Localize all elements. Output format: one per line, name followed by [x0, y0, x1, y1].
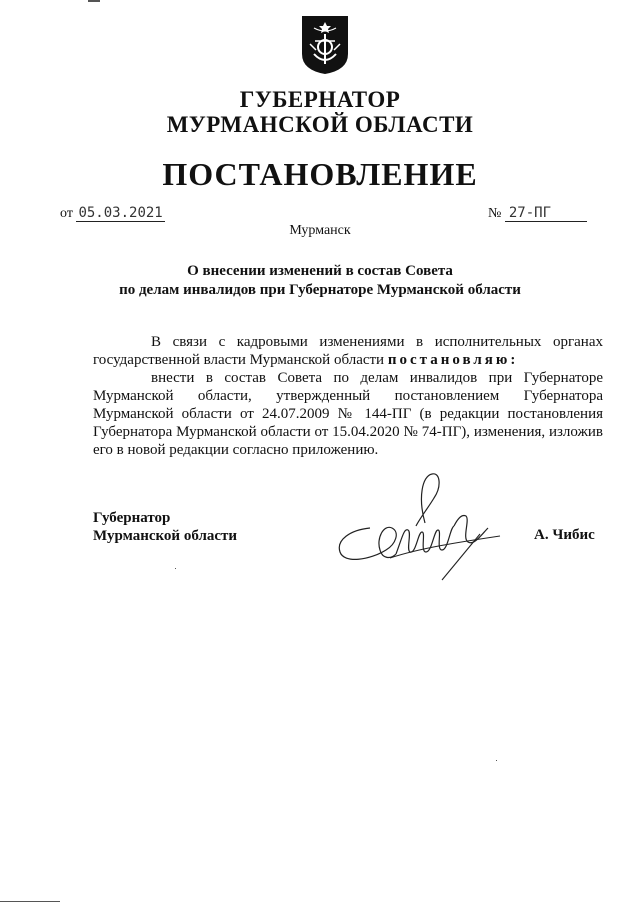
body-paragraph-2: внести в состав Совета по делам инвалидов при Губернаторе Мурманской области, утвержденный постановлением Губернатора Мурманской области от 24.07.2009 № 144-ПГ (в редакции постановления Губернатора Мурманской области от 15.04.2020 № 74-ПГ), изменения, изложив его в новой редакции согласно приложению. [93, 370, 603, 458]
date-prefix: от [60, 206, 73, 221]
scan-mark [175, 568, 176, 569]
number-prefix: № [488, 206, 502, 221]
document-type-heading: ПОСТАНОВЛЕНИЕ [162, 156, 478, 192]
body-paragraph-1-text: В связи с кадровыми изменениями в исполнительных органах государственной власти Мурманской области [93, 334, 603, 368]
scan-mark [88, 0, 100, 2]
city-name: Мурманск [289, 223, 351, 238]
subject-line2: по делам инвалидов при Губернаторе Мурманской области [119, 282, 521, 298]
organization-title-line2: МУРМАНСКОЙ ОБЛАСТИ [166, 112, 474, 137]
signatory-title-line1: Губернатор [93, 510, 171, 526]
body-paragraph-1 [93, 333, 603, 369]
handwritten-signature-icon [330, 468, 520, 593]
coat-of-arms-icon [300, 14, 350, 76]
organization-title-line1: ГУБЕРНАТОР [239, 87, 401, 112]
date-value: 05.03.2021 [78, 205, 163, 221]
document-date [60, 205, 165, 222]
number-value: 27-ПГ [505, 205, 587, 222]
scan-mark [0, 901, 60, 902]
body-paragraph-1-emphasis: постановляю: [387, 352, 519, 368]
subject-line1: О внесении изменений в состав Совета [187, 263, 453, 279]
signatory-title-line2: Мурманской области [93, 528, 238, 544]
document-number [488, 205, 587, 222]
signer-name: А. Чибис [534, 527, 595, 543]
scan-mark [496, 760, 497, 761]
